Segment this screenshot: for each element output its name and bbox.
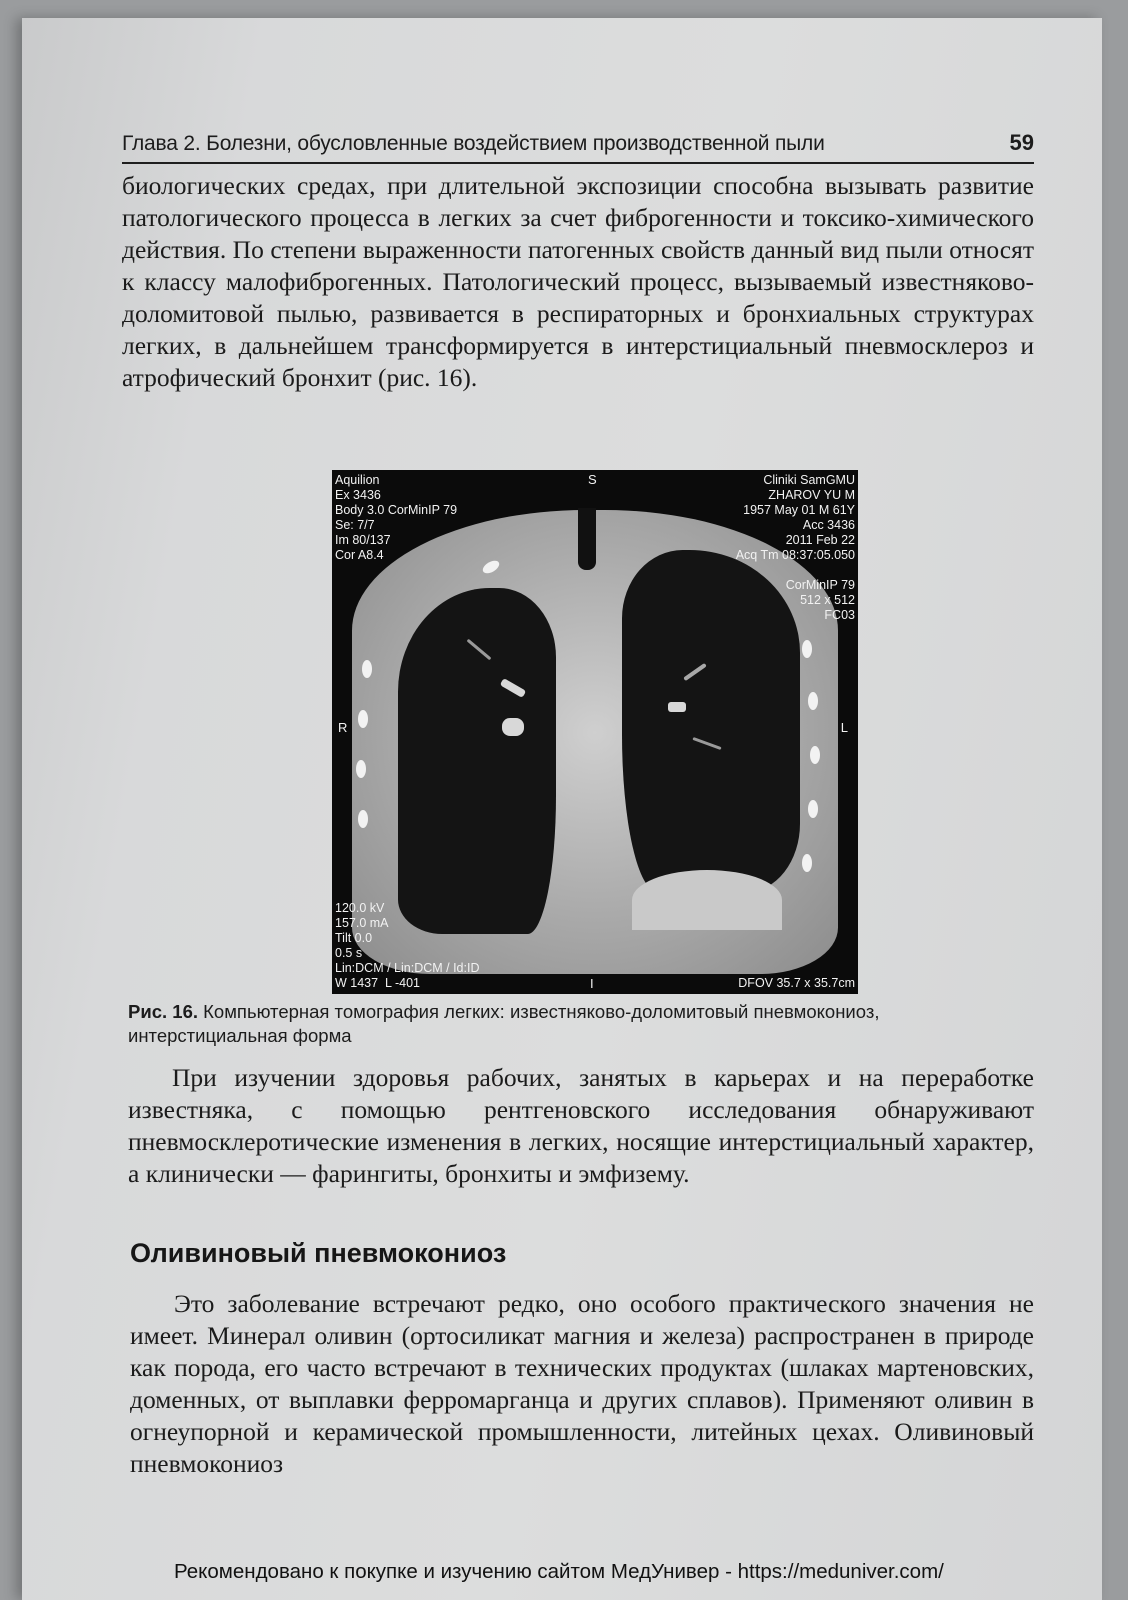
ct-vessel xyxy=(668,702,686,712)
ct-orientation-right: R xyxy=(338,720,348,735)
ct-rib xyxy=(808,692,818,710)
page-number: 59 xyxy=(1009,130,1034,155)
paragraph-3: Это заболевание встречают редко, оно особого практического значения не имеет. Минерал оливин (ортосиликат магния и железа) распространен в природе как порода, его часто встречают в технических продуктах (шлаках мартеновских, доменных, от выплавки ферромарганца и других сплавов). Применяют оливин в огнеупорной и керамической промышленности, литейных цехах. Оливиновый пневмокониоз xyxy=(130,1289,1034,1478)
ct-orientation-bottom: I xyxy=(590,976,594,991)
ct-right-lung xyxy=(398,588,556,934)
chapter-title: Глава 2. Болезни, обусловленные воздействием производственной пыли xyxy=(122,132,825,155)
ct-overlay-bottom-left: 120.0 kV 157.0 mA Tilt 0.0 0.5 s Lin:DCM / Lin:DCM / Id:ID W 1437 L -401 xyxy=(335,901,480,990)
figure-caption-text: Компьютерная томография легких: известняково-доломитовый пневмокониоз, интерстициальная форма xyxy=(128,1001,880,1046)
ct-rib xyxy=(358,710,368,728)
ct-overlay-top-right: Cliniki SamGMU ZHAROV YU M 1957 May 01 M 61Y Acc 3436 2011 Feb 22 Acq Tm 08:37:05.050 CorMinIP 79 512 x 512 FC03 xyxy=(735,473,855,622)
ct-overlay-top-left: Aquilion Ex 3436 Body 3.0 CorMinIP 79 Se: 7/7 Im 80/137 Cor A8.4 xyxy=(335,473,458,562)
ct-orientation-top: S xyxy=(588,472,597,487)
ct-rib xyxy=(358,810,368,828)
figure-caption xyxy=(128,1000,1040,1048)
ct-orientation-left: L xyxy=(840,720,848,735)
ct-scan-image xyxy=(332,470,858,994)
ct-rib xyxy=(802,640,812,658)
paragraph-1: биологических средах, при длительной экспозиции способна вызывать развитие патологического процесса в легких за счет фиброгенности и токсико-химического действия. По степени выраженности патогенных свойств данный вид пыли относят к классу малофиброгенных. Патологический процесс, вызываемый известняково-доломитовой пылью, развивается в респираторных и бронхиальных структурах легких, в дальнейшем трансформируется в интерстициальный пневмосклероз и атрофический бронхит (рис. 16). xyxy=(122,171,1034,392)
ct-rib xyxy=(810,746,820,764)
site-watermark-footer: Рекомендовано к покупке и изучению сайтом МедУнивер - https://meduniver.com/ xyxy=(174,1560,944,1583)
paragraph-2: При изучении здоровья рабочих, занятых в карьерах и на переработке известняка, с помощью рентгеновского исследования обнаруживают пневмосклеротические изменения в легких, носящие интерстициальный характер, а клинически — фарингиты, бронхиты и эмфизему. xyxy=(128,1063,1034,1188)
ct-rib xyxy=(362,660,372,678)
ct-overlay-bottom-right: DFOV 35.7 x 35.7cm xyxy=(738,976,855,990)
section-heading: Оливиновый пневмокониоз xyxy=(130,1238,507,1268)
ct-rib xyxy=(802,854,812,872)
ct-trachea xyxy=(578,508,596,570)
book-page xyxy=(22,18,1102,1600)
running-header xyxy=(122,116,1034,164)
figure-label: Рис. 16. xyxy=(128,1001,198,1022)
ct-vessel xyxy=(502,718,524,736)
ct-rib xyxy=(356,760,366,778)
ct-rib xyxy=(808,800,818,818)
ct-diaphragm xyxy=(632,870,782,930)
